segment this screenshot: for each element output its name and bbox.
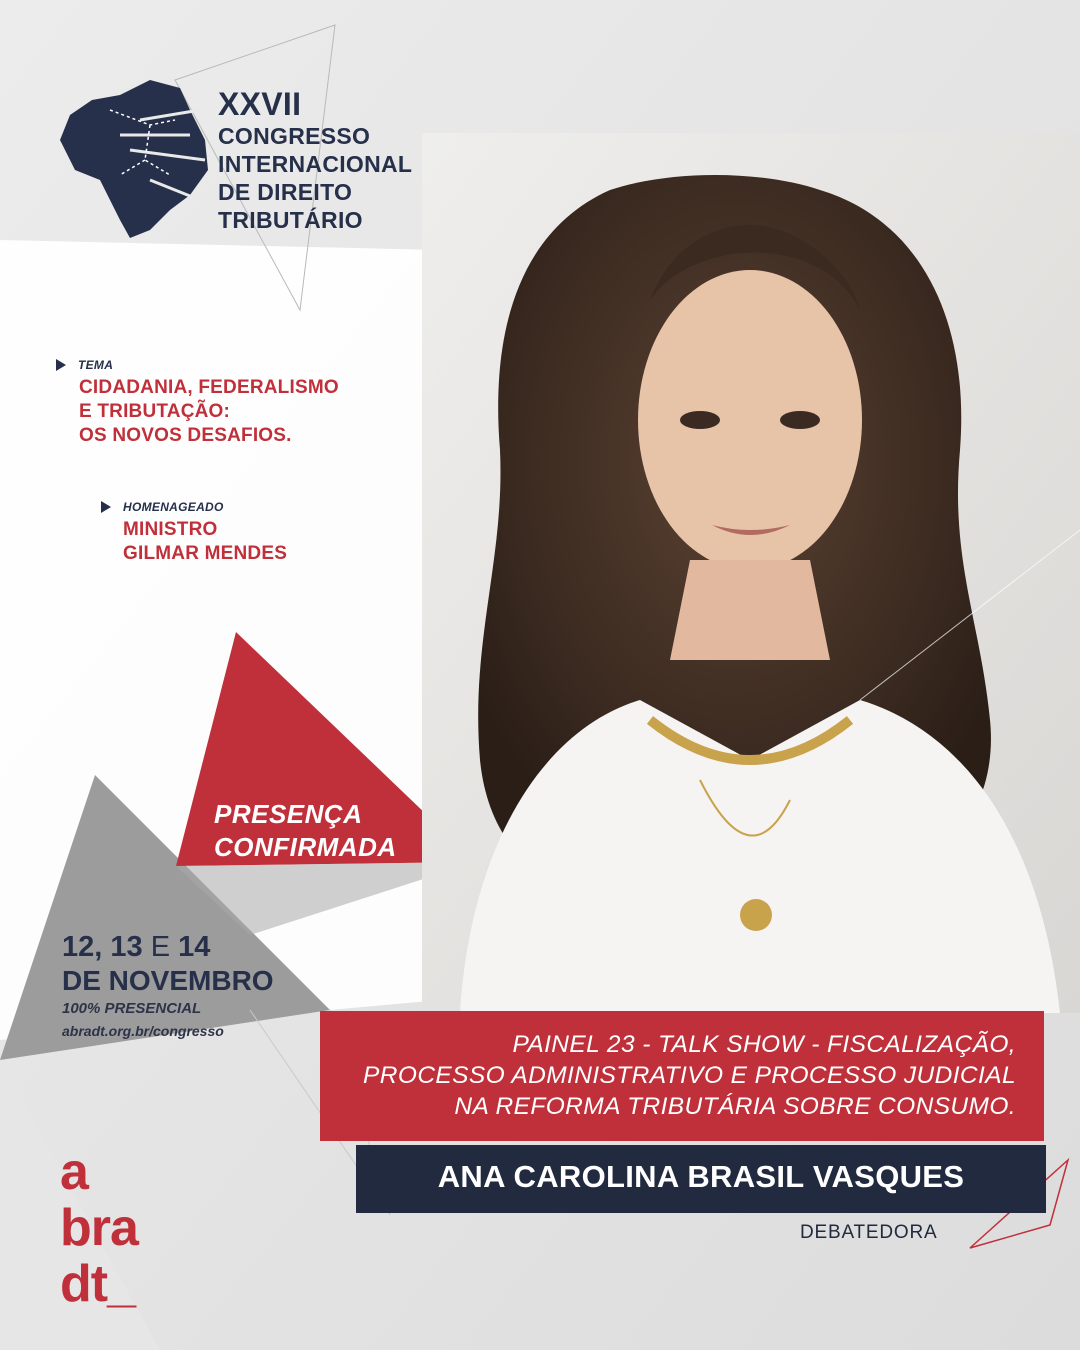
play-arrow-icon — [101, 501, 111, 513]
event-title-line: INTERNACIONAL — [218, 151, 413, 177]
event-title-line: DE DIREITO — [218, 179, 353, 205]
event-title-line: TRIBUTÁRIO — [218, 207, 363, 233]
event-title-line: CONGRESSO — [218, 123, 371, 149]
day: 12, — [62, 931, 103, 963]
event-format: 100% PRESENCIAL — [62, 1000, 202, 1017]
panel-line: PROCESSO ADMINISTRATIVO E PROCESSO JUDICIAL — [363, 1062, 1016, 1089]
day: 13 — [110, 931, 143, 963]
honoree-line: GILMAR MENDES — [123, 543, 288, 564]
presence-line: PRESENÇA — [214, 799, 363, 829]
brand-line: a — [60, 1143, 88, 1201]
theme-text — [79, 376, 339, 448]
event-days — [62, 930, 274, 964]
panel-line: NA REFORMA TRIBUTÁRIA SOBRE CONSUMO. — [454, 1093, 1016, 1120]
presence-line: CONFIRMADA — [214, 832, 397, 862]
panel-banner — [320, 1011, 1044, 1141]
honoree-text — [123, 518, 287, 566]
theme-line: CIDADANIA, FEDERALISMO — [79, 377, 339, 398]
event-edition: XXVII — [218, 86, 302, 122]
theme-line: OS NOVOS DESAFIOS. — [79, 425, 292, 446]
event-dates — [62, 930, 274, 1042]
play-arrow-icon — [56, 359, 66, 371]
speaker-name: ANA CAROLINA BRASIL VASQUES — [437, 1159, 965, 1194]
honoree-block — [101, 500, 287, 566]
honoree-line: MINISTRO — [123, 519, 218, 540]
brand-line: dt_ — [60, 1255, 135, 1313]
presence-confirmed — [214, 798, 397, 864]
brand-line: bra — [60, 1199, 138, 1257]
panel-title — [363, 1029, 1016, 1122]
event-website-link[interactable]: abradt.org.br/congresso — [62, 1023, 224, 1039]
theme-label: TEMA — [78, 358, 114, 372]
speaker-role: DEBATEDORA — [800, 1222, 938, 1243]
panel-line: PAINEL 23 - TALK SHOW - FISCALIZAÇÃO, — [512, 1031, 1016, 1058]
honoree-label: HOMENAGEADO — [123, 500, 224, 514]
abradt-logo — [60, 1144, 138, 1312]
event-title — [218, 86, 412, 234]
speaker-name-bar — [356, 1145, 1046, 1213]
theme-line: E TRIBUTAÇÃO: — [79, 401, 231, 422]
day: 14 — [178, 931, 211, 963]
theme-block — [56, 358, 339, 448]
day-connector: E — [150, 931, 171, 963]
event-month: DE NOVEMBRO — [62, 965, 274, 996]
